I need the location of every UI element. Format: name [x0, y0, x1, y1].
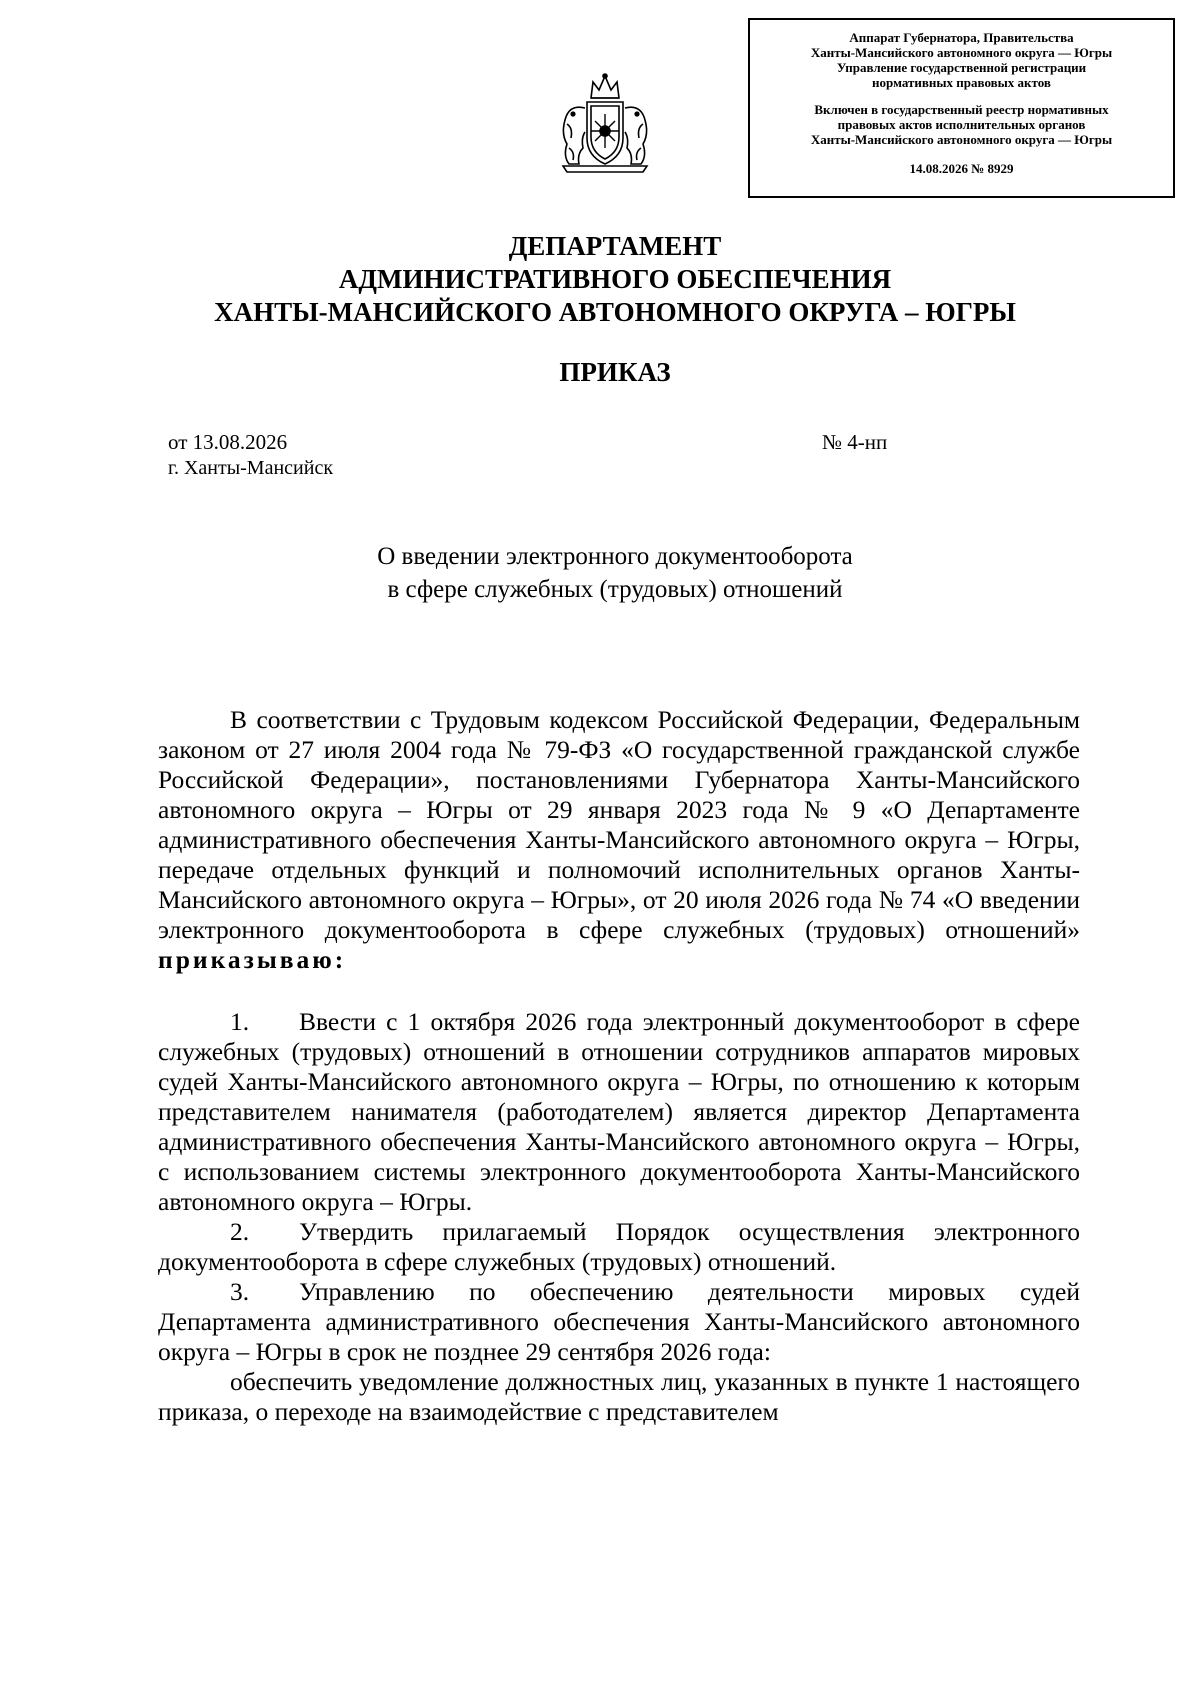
item-number: 2.	[230, 1217, 250, 1246]
org-line: ДЕПАРТАМЕНТ	[508, 231, 722, 261]
preamble-text: В соответствии с Трудовым кодексом Российской Федерации, Федеральным законом от 27 июля 2004 года № 79-ФЗ «О государственной гражданской службе Российской Федерации», постановлениями Губернатора Ханты-Мансийского автономного округа – Югры от 29 января 2023 года № 9 «О Департаменте административного обеспечения Ханты-Мансийского автономного округа – Югры, передаче отдельных функций и полномочий исполнительных органов Ханты-Мансийского автономного округа – Югры», от 20 июля 2026 года № 74 «О введении электронного документооборота в сфере служебных (трудовых) отношений»	[158, 705, 1080, 944]
document-number: № 4-нп	[822, 430, 888, 454]
item-text: Утвердить прилагаемый Порядок осуществления электронного документооборота в сфере служебных (трудовых) отношений.	[158, 1217, 1080, 1276]
stamp-registry-note: Включен в государственный реестр нормативных правовых актов исполнительных органов Ханты-Мансийского автономного округа — Югры	[810, 102, 1113, 147]
item-number: 3.	[230, 1277, 250, 1306]
list-item	[158, 1007, 1080, 1217]
subject-line: О введении электронного документооборота	[377, 543, 853, 570]
item-number: 1.	[230, 1007, 250, 1036]
document-city: г. Ханты-Мансийск	[168, 457, 334, 479]
document-body	[158, 705, 1080, 1427]
sub-item-text: обеспечить уведомление должностных лиц, указанных в пункте 1 настоящего приказа, о переходе на взаимодействие с представителем	[158, 1367, 1080, 1426]
coat-of-arms-icon	[553, 68, 657, 176]
list-item	[158, 1277, 1080, 1367]
item-text: Управлению по обеспечению деятельности мировых судей Департамента административного обеспечения Ханты-Мансийского автономного округа – Югры в срок не позднее 29 сентября 2026 года:	[158, 1277, 1080, 1366]
list-item	[158, 1217, 1080, 1277]
order-word: приказываю:	[158, 945, 347, 974]
organization-name	[0, 230, 1200, 329]
stamp-authority: Аппарат Губернатора, Правительства Ханты-Мансийского автономного округа — Югры Управление государственной регистрации нормативных правовых актов	[810, 30, 1113, 90]
preamble-paragraph	[158, 705, 1080, 975]
org-line: АДМИНИСТРАТИВНОГО ОБЕСПЕЧЕНИЯ	[338, 264, 892, 294]
document-date: от 13.08.2026	[168, 430, 288, 454]
stamp-registration-number: 14.08.2026 № 8929	[909, 161, 1014, 176]
subject-line: в сфере служебных (трудовых) отношений	[387, 576, 843, 603]
document-subject	[0, 540, 1200, 606]
document-type: ПРИКАЗ	[559, 357, 671, 387]
org-line: ХАНТЫ-МАНСИЙСКОГО АВТОНОМНОГО ОКРУГА – ЮГРЫ	[214, 297, 1016, 327]
sub-item-paragraph	[158, 1367, 1080, 1427]
registration-stamp	[748, 18, 1175, 198]
item-text: Ввести с 1 октября 2026 года электронный документооборот в сфере служебных (трудовых) отношений в отношении сотрудников аппаратов мировых судей Ханты-Мансийского автономного округа – Югры, по отношению к которым представителем нанимателя (работодателем) является директор Департамента административного обеспечения Ханты-Мансийского автономного округа – Югры, с использованием системы электронного документооборота Ханты-Мансийского автономного округа – Югры.	[158, 1007, 1080, 1216]
